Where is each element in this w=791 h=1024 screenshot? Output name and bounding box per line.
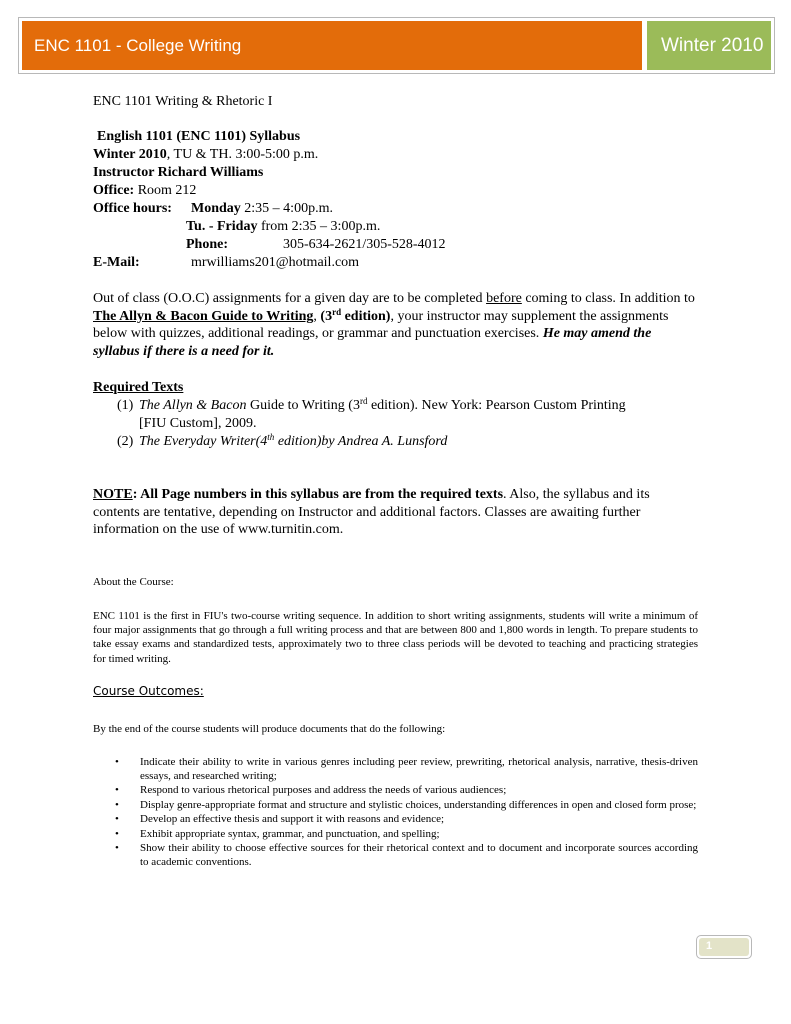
required-text-2 [139, 433, 447, 451]
phone-value: 305-634-2621/305-528-4012 [283, 237, 446, 252]
bullet-icon: • [115, 756, 119, 768]
bullet-icon: • [115, 827, 119, 840]
bullet-icon: • [115, 784, 119, 796]
instructor-name: Instructor Richard Williams [93, 165, 264, 180]
list-item [112, 842, 698, 869]
required-text-1-b: edition). New York: Pearson Custom Printing [367, 398, 626, 413]
bullet-icon: • [115, 798, 119, 811]
ooc-edition-open: (3 [320, 308, 333, 324]
list-item-text: Show their ability to choose effective sources for their rhetorical context and to document and incorporate sources according to academic conventions. [140, 842, 698, 868]
ooc-edition-close: edition) [341, 308, 391, 324]
office-label: Office: [93, 183, 135, 198]
ooc-amend: He may amend the syllabus if there is a need for it. [93, 326, 652, 360]
required-text-2-a: The Everyday Writer(4 [139, 434, 268, 449]
list-item [112, 813, 698, 827]
list-item [112, 784, 698, 798]
required-text-1-sup: rd [359, 396, 368, 406]
ooc-book-title: The Allyn & Bacon Guide to Writing [93, 308, 314, 324]
bullet-icon: • [115, 813, 119, 825]
required-text-2-num: (2) [117, 434, 134, 449]
office-value: Room 212 [134, 183, 197, 198]
note-colon: : [132, 487, 141, 502]
about-heading: About the Course: [93, 576, 174, 588]
ooc-text-2: coming to class. In addition to [521, 291, 695, 306]
note-bold: All Page numbers in this syllabus are from the required texts [140, 487, 504, 502]
syllabus-title: English 1101 (ENC 1101) Syllabus [97, 129, 301, 144]
list-item-text: Exhibit appropriate syntax, grammar, and punctuation, and spelling; [140, 827, 440, 840]
course-title-banner [22, 21, 642, 70]
phone-label: Phone: [186, 237, 228, 252]
ooc-before: before [486, 291, 522, 306]
course-subtitle: ENC 1101 Writing & Rhetoric I [93, 94, 273, 109]
outcomes-list [112, 756, 698, 870]
office-line [93, 182, 196, 200]
monday-value: 2:35 – 4:00p.m. [240, 201, 333, 216]
email-value[interactable]: mrwilliams201@hotmail.com [191, 255, 360, 270]
note-label: NOTE [93, 487, 133, 502]
required-text-1 [139, 397, 626, 415]
term-bold: Winter 2010 [93, 147, 167, 162]
note-paragraph [93, 486, 698, 539]
schedule-text: , TU & TH. 3:00-5:00 p.m. [166, 147, 319, 162]
required-texts-heading: Required Texts [93, 380, 184, 395]
monday-label: Monday [191, 201, 241, 216]
outcomes-heading: Course Outcomes: [93, 684, 204, 698]
tufri-label: Tu. - Friday [186, 219, 258, 234]
email-label: E-Mail: [93, 255, 140, 270]
outcomes-intro: By the end of the course students will produce documents that do the following: [93, 723, 446, 735]
office-hours-label: Office hours: [93, 201, 172, 216]
ooc-paragraph [93, 290, 698, 361]
ooc-text-1: Out of class (O.O.C) assignments for a given day are to be completed [93, 291, 487, 306]
note-rest: . Also, the syllabus and its contents are tentative, depending on Instructor and additional factors. Classes are awaiting further information on the use of www.turnitin.com. [93, 487, 650, 538]
ooc-edition [320, 306, 391, 324]
list-item-text: Display genre-appropriate format and structure and stylistic choices, understanding differences in open and closed form prose; [140, 798, 697, 811]
required-text-1-num: (1) [117, 398, 134, 413]
list-item-text: Indicate their ability to write in various genres including peer review, prewriting, rhetorical analysis, narrative, thesis-driven essays, and researched writing; [140, 756, 698, 782]
list-item [112, 828, 698, 842]
list-item [112, 799, 698, 813]
list-item-text: Develop an effective thesis and support it with reasons and evidence; [140, 813, 445, 825]
term-banner [647, 21, 771, 70]
required-text-1-a: Guide to Writing (3 [246, 398, 360, 413]
required-text-1-title: The Allyn & Bacon [139, 398, 247, 413]
required-text-2-sup: th [267, 432, 275, 442]
tufri-value: from 2:35 – 3:00p.m. [257, 219, 381, 234]
monday-hours [191, 200, 333, 218]
tufri-hours [186, 218, 380, 236]
ooc-edition-sup: rd [332, 306, 342, 317]
list-item [112, 756, 698, 783]
page-number: 1 [706, 940, 713, 952]
term-label: Winter 2010 [661, 35, 764, 56]
page-number-fill [699, 938, 749, 956]
page-number-badge [696, 935, 752, 959]
class-schedule [93, 146, 318, 164]
required-text-1-cont: [FIU Custom], 2009. [139, 416, 257, 431]
list-item-text: Respond to various rhetorical purposes and address the needs of various audiences; [140, 784, 507, 796]
about-body: ENC 1101 is the first in FIU's two-course writing sequence. In addition to short writing assignments, students will write a minimum of four major assignments that go through a full writing process and that are between 800 and 1,800 words in length. To prepare students to take essay exams and standardized tests, approximately two to three class periods will be devoted to teaching and practicing strategies for timed writing. [93, 610, 698, 665]
ooc-text-3: , your instructor may supplement the assignments below with quizzes, additional readings, or grammar and punctuation exercises. [93, 308, 669, 342]
ooc-comma: , [313, 308, 321, 324]
course-title: ENC 1101 - College Writing [34, 36, 242, 55]
page-header [18, 17, 775, 74]
required-text-2-b: edition)by Andrea A. Lunsford [274, 434, 448, 449]
bullet-icon: • [115, 842, 119, 854]
